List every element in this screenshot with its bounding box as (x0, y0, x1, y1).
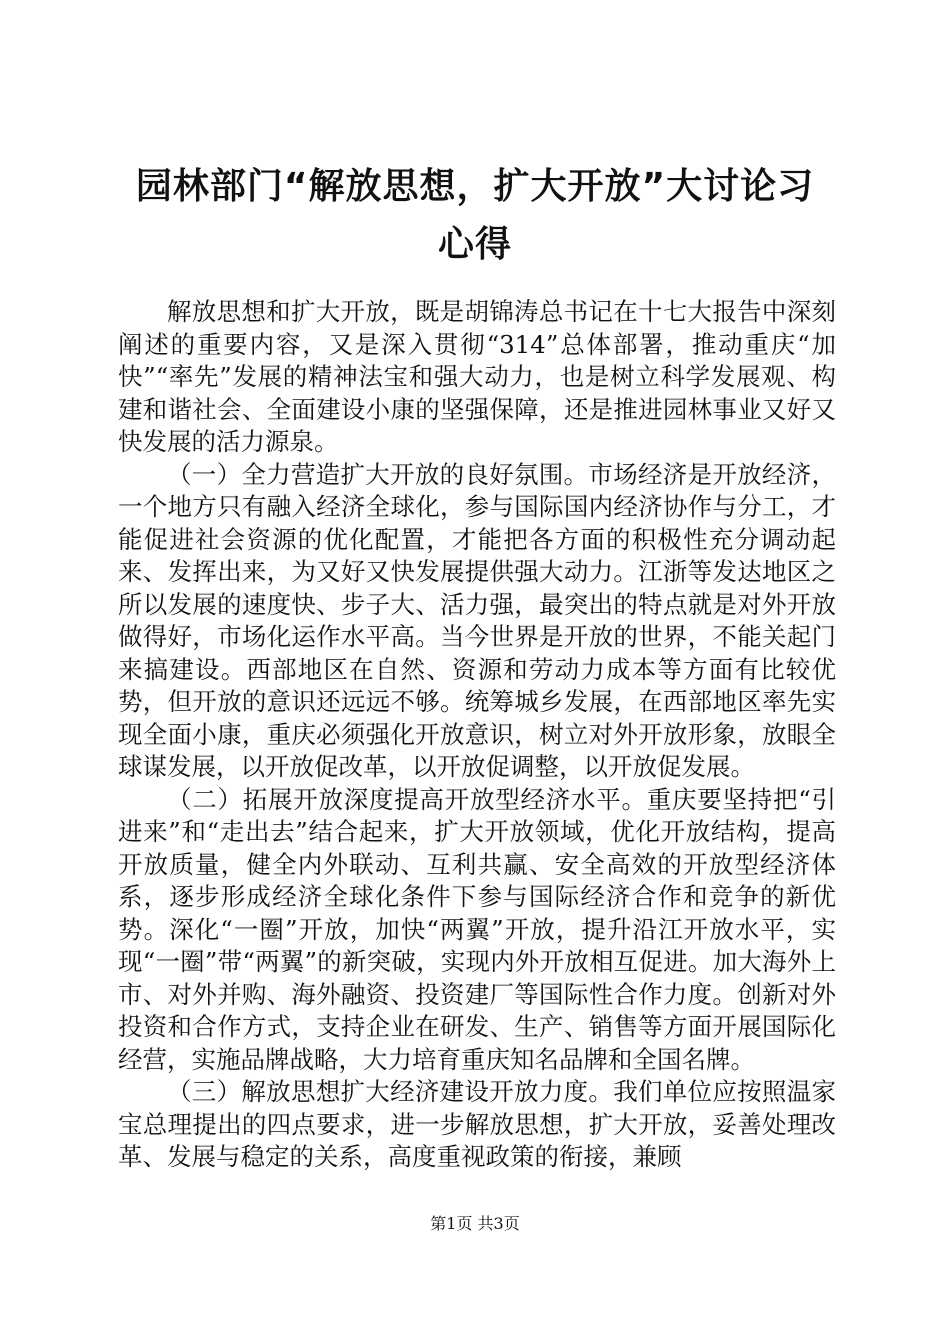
paragraph-section-2: （二）拓展开放深度提高开放型经济水平。重庆要坚持把“引进来”和“走出去”结合起来，扩大开放领域，优化开放结构，提高开放质量，健全内外联动、互利共赢、安全高效的开放型经济体系，逐步形成经济全球化条件下参与国际经济合作和竞争的新优势。深化“一圈”开放，加快“两翼”开放，提升沿江开放水平，实现“一圈”带“两翼”的新突破，实现内外开放相互促进。加大海外上市、对外并购、海外融资、投资建厂等国际性合作力度。创新对外投资和合作方式，支持企业在研发、生产、销售等方面开展国际化经营，实施品牌战略，大力培育重庆知名品牌和全国名牌。 (118, 784, 836, 1074)
document-title: 园林部门“解放思想，扩大开放”大讨论习心得 (135, 166, 815, 265)
paragraph-intro: 解放思想和扩大开放，既是胡锦涛总书记在十七大报告中深刻阐述的重要内容，又是深入贯彻“314”总体部署，推动重庆“加快”“率先”发展的精神法宝和强大动力，也是树立科学发展观、构建和谐社会、全面建设小康的坚强保障，还是推进园林事业又好又快发展的活力源泉。 (118, 297, 836, 456)
document-body (118, 296, 836, 1174)
paragraph-section-3: （三）解放思想扩大经济建设开放力度。我们单位应按照温家宝总理提出的四点要求，进一步解放思想，扩大开放，妥善处理改革、发展与稳定的关系，高度重视政策的衔接，兼顾 (118, 1077, 836, 1171)
paragraph-section-1: （一）全力营造扩大开放的良好氛围。市场经济是开放经济，一个地方只有融入经济全球化，参与国际国内经济协作与分工，才能促进社会资源的优化配置，才能把各方面的积极性充分调动起来、发挥出来，为又好又快发展提供强大动力。江浙等发达地区之所以发展的速度快、步子大、活力强，最突出的特点就是对外开放做得好，市场化运作水平高。当今世界是开放的世界，不能关起门来搞建设。西部地区在自然、资源和劳动力成本等方面有比较优势，但开放的意识还远远不够。统筹城乡发展，在西部地区率先实现全面小康，重庆必须强化开放意识，树立对外开放形象，放眼全球谋发展，以开放促改革，以开放促调整，以开放促发展。 (118, 459, 836, 781)
page-footer: 第1页 共3页 (430, 1214, 520, 1233)
